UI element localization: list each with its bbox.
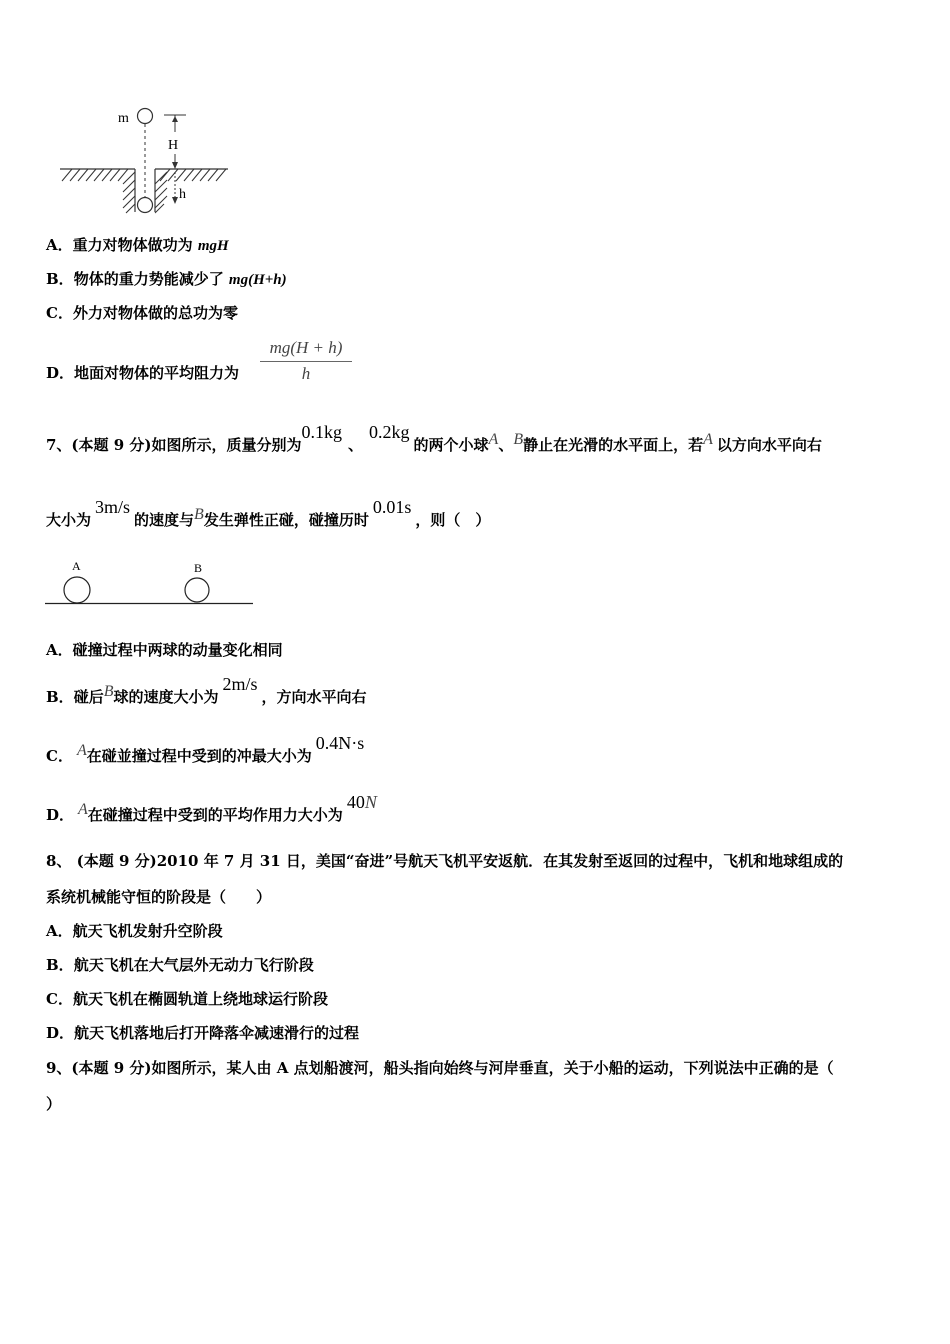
q7-option-d: D． A在碰撞过程中受到的平均作用力大小为40N: [46, 792, 377, 824]
q8-line-2: 系统机械能守恒的阶段是（ ）: [46, 888, 272, 906]
q7-line-2: 大小为3m/s的速度与B发生弹性正碰，碰撞历时0.01s，则（ ）: [46, 497, 491, 529]
mass-label: m: [118, 111, 129, 126]
ball-B: [185, 578, 209, 602]
q9-line-1: 9、(本题 9 分)如图所示，某人由 A 点划船渡河，船头指向始终与河岸垂直，关于小船的运动，下列说法中正确的是（: [46, 1059, 834, 1077]
q8-option-c: C．航天飞机在椭圆轨道上绕地球运行阶段: [46, 990, 328, 1008]
ball-A: [64, 577, 90, 603]
q6-fraction: [260, 337, 352, 384]
q7-line-1: 7、(本题 9 分)如图所示，质量分别为0.1kg、0.2kg的两个小球A、B静止在光滑的水平面上，若A 以方向水平向右: [46, 422, 822, 454]
q6-option-d: D．地面对物体的平均阻力为: [46, 364, 240, 382]
ball-A-label: A: [72, 559, 81, 573]
q8-option-a: A．航天飞机发射升空阶段: [46, 922, 223, 940]
ball-top: [138, 109, 153, 124]
ball-bottom: [138, 198, 153, 213]
height-H-label: H: [168, 138, 179, 153]
ball-B-label: B: [194, 561, 203, 575]
two-balls-figure: [44, 556, 258, 608]
q6-option-a: A．重力对物体做功为 mgH: [46, 236, 229, 254]
q7-option-c: C． A在碰並撞过程中受到的冲最大小为0.4N·s: [46, 733, 365, 765]
fraction-denominator: h: [301, 364, 311, 383]
q6-option-c: C．外力对物体做的总功为零: [46, 304, 238, 322]
q8-option-b: B．航天飞机在大气层外无动力飞行阶段: [46, 956, 314, 974]
fraction-numerator: mg(H + h): [269, 338, 343, 357]
q7-option-b: B．碰后B球的速度大小为2m/s，方向水平向右: [46, 674, 367, 706]
depth-h-label: h: [179, 187, 186, 202]
fraction-bar: [260, 361, 352, 362]
q7-option-a: A．碰撞过程中两球的动量变化相同: [46, 641, 283, 659]
falling-ball-figure: [56, 100, 236, 220]
q6-option-b: B．物体的重力势能减少了 mg(H+h): [46, 270, 287, 288]
q8-line-1: 8、 (本题 9 分)2010 年 7 月 31 日，美国“奋进”号航天飞机平安返航．在其发射至返回的过程中，飞机和地球组成的: [46, 852, 844, 870]
q9-line-2: ）: [46, 1095, 62, 1113]
q8-option-d: D．航天飞机落地后打开降落伞减速滑行的过程: [46, 1024, 360, 1042]
